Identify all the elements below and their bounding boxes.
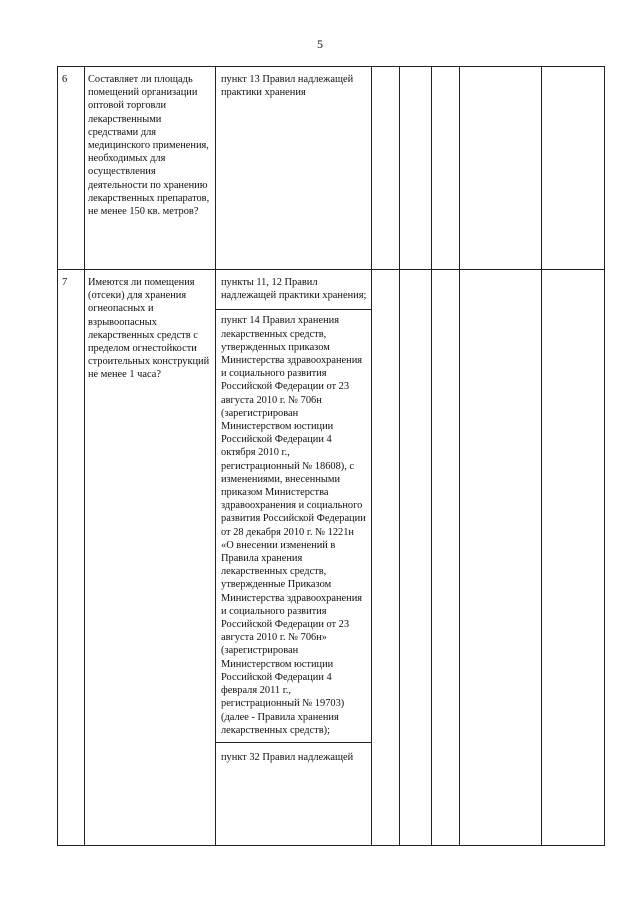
reference-item: пункты 11, 12 Правил надлежащей практики хранения;: [221, 277, 367, 302]
answer-yes-cell: [372, 67, 400, 270]
question-cell: Составляет ли площадь помещений организации оптовой торговли лекарственными средствами для медицинского применения, необходимых для осуществления деятельности по хранению лекарственных препаратов, не менее 150 кв. метров?: [85, 67, 216, 270]
extra-cell: [542, 67, 605, 270]
row-number: 7: [58, 270, 85, 846]
notes-cell: [460, 67, 542, 270]
question-cell: Имеются ли помещения (отсеки) для хранения огнеопасных и взрывоопасных лекарственных средств с пределом огнестойкости строительных конструкций не менее 1 часа?: [85, 270, 216, 846]
checklist-table: [57, 66, 605, 846]
table-row: [58, 67, 605, 270]
reference-cell: [216, 270, 372, 846]
answer-no-cell: [400, 67, 432, 270]
table-row: [58, 270, 605, 846]
row-number: 6: [58, 67, 85, 270]
answer-na-cell: [432, 67, 460, 270]
reference-item: пункт 32 Правил надлежащей: [216, 742, 371, 767]
reference-item: пункт 14 Правил хранения лекарственных средств, утвержденных приказом Министерства здравоохранения и социального развития Российской Федерации от 23 августа 2010 г. № 706н (зарегистрирован Министерством юстиции Российской Федерации 4 октября 2010 г., регистрационный № 18608), с изменениями, внесенными приказом Министерства здравоохранения и социального развития Российской Федерации от 28 декабря 2010 г. № 1221н «О внесении изменений в Правила хранения лекарственных средств, утвержденные Приказом Министерства здравоохранения и социального развития Российской Федерации от 23 августа 2010 г. № 706н» (зарегистрирован Министерством юстиции Российской Федерации 4 февраля 2011 г., регистрационный № 19703) (далее - Правила хранения лекарственных средств);: [216, 309, 371, 740]
notes-cell: [460, 270, 542, 846]
reference-cell: пункт 13 Правил надлежащей практики хранения: [216, 67, 372, 270]
answer-no-cell: [400, 270, 432, 846]
answer-yes-cell: [372, 270, 400, 846]
extra-cell: [542, 270, 605, 846]
answer-na-cell: [432, 270, 460, 846]
page-number: 5: [317, 37, 323, 51]
